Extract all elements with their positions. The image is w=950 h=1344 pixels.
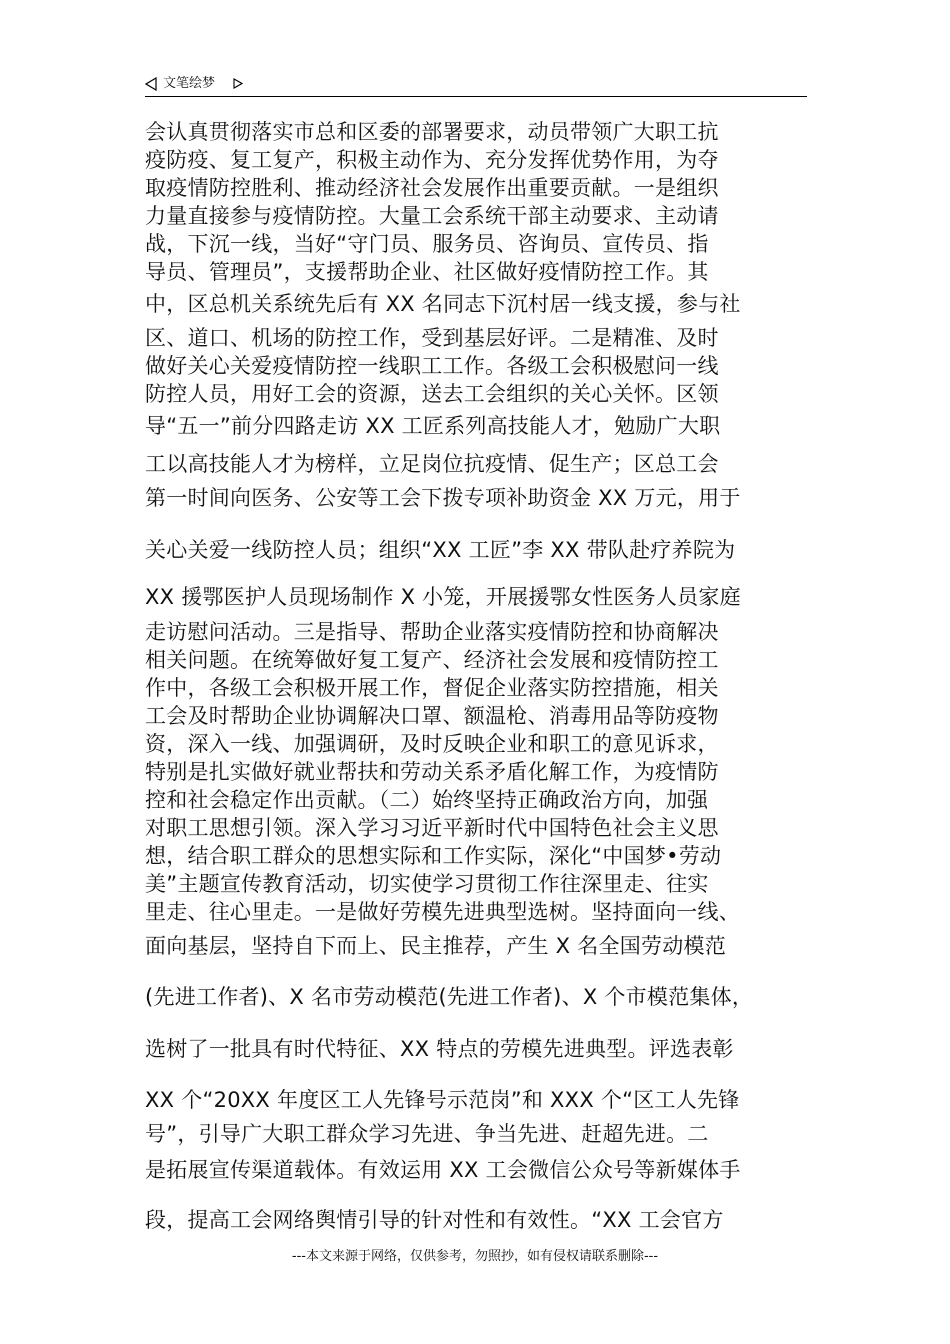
text-line: 是拓展宣传渠道载体。有效运用 XX 工会微信公众号等新媒体手 — [145, 1158, 741, 1182]
text-line: 导“五一”前分四路走访 XX 工匠系列高技能人才，勉励广大职 — [145, 414, 721, 438]
text-line: 战，下沉一线，当好“守门员、服务员、咨询员、宣传员、指 — [145, 232, 709, 256]
text-line: 工以高技能人才为榜样，立足岗位抗疫情、促生产；区总工会 — [145, 452, 719, 476]
text-line: 防控人员，用好工会的资源，送去工会组织的关心关怀。区领 — [145, 382, 719, 406]
text-line: 控和社会稳定作出贡献。（二）始终坚持正确政治方向，加强 — [145, 788, 709, 812]
text-line: 特别是扎实做好就业帮扶和劳动关系矛盾化解工作，为疫情防 — [145, 760, 719, 784]
text-line: 取疫情防控胜利、推动经济社会发展作出重要贡献。一是组织 — [145, 176, 719, 200]
text-line: 美”主题宣传教育活动，切实使学习贯彻工作往深里走、往实 — [145, 872, 709, 896]
footer-notice: ---本文来源于网络，仅供参考，勿照抄，如有侵权请联系删除--- — [291, 1249, 659, 1264]
page-header — [145, 72, 807, 97]
text-line: 力量直接参与疫情防控。大量工会系统干部主动要求、主动请 — [145, 204, 719, 228]
text-line: XX 个“20XX 年度区工人先锋号示范岗”和 XXX 个“区工人先锋 — [145, 1088, 740, 1112]
text-line: 选树了一批具有时代特征、XX 特点的劳模先进典型。评选表彰 — [145, 1037, 734, 1061]
text-line: 面向基层，坚持自下而上、民主推荐，产生 X 名全国劳动模范 — [145, 934, 726, 958]
text-line: 资，深入一线、加强调研，及时反映企业和职工的意见诉求， — [145, 732, 719, 756]
text-line: 工会及时帮助企业协调解决口罩、额温枪、消毒用品等防疫物 — [145, 704, 719, 728]
text-line: 导员、管理员”，支援帮助企业、社区做好疫情防控工作。其 — [145, 260, 709, 284]
text-line: 对职工思想引领。深入学习习近平新时代中国特色社会主义思 — [145, 816, 719, 840]
text-line: 走访慰问活动。三是指导、帮助企业落实疫情防控和协商解决 — [145, 620, 719, 644]
text-line: 会认真贯彻落实市总和区委的部署要求，动员带领广大职工抗 — [145, 120, 719, 144]
text-line: 做好关心关爱疫情防控一线职工工作。各级工会积极慰问一线 — [145, 354, 719, 378]
text-line: 里走、往心里走。一是做好劳模先进典型选树。坚持面向一线、 — [145, 900, 740, 924]
text-line: 号”，引导广大职工群众学习先进、争当先进、赶超先进。二 — [145, 1122, 709, 1146]
text-line: 中，区总机关系统先后有 XX 名同志下沉村居一线支援，参与社 — [145, 292, 741, 316]
text-line: (先进工作者)、X 名市劳动模范(先进工作者)、X 个市模范集体， — [145, 985, 754, 1009]
text-line: 作中，各级工会积极开展工作，督促企业落实防控措施，相关 — [145, 676, 719, 700]
triangle-right-icon — [233, 78, 243, 89]
text-line: 区、道口、机场的防控工作，受到基层好评。二是精准、及时 — [145, 326, 719, 350]
text-line: 关心关爱一线防控人员；组织“XX 工匠”李 XX 带队赴疗养院为 — [145, 538, 736, 562]
text-line: XX 援鄂医护人员现场制作 X 小笼，开展援鄂女性医务人员家庭 — [145, 585, 741, 609]
text-line: 第一时间向医务、公安等工会下拨专项补助资金 XX 万元，用于 — [145, 486, 741, 510]
text-line: 想，结合职工群众的思想实际和工作实际，深化“中国梦•劳动 — [145, 844, 722, 868]
header-brand: 文笔绘梦 — [163, 76, 216, 91]
text-line: 相关问题。在统筹做好复工复产、经济社会发展和疫情防控工 — [145, 648, 719, 672]
text-line: 段，提高工会网络舆情引导的针对性和有效性。“XX 工会官方 — [145, 1208, 724, 1232]
text-line: 疫防疫、复工复产，积极主动作为、充分发挥优势作用，为夺 — [145, 148, 719, 172]
triangle-left-icon — [145, 77, 157, 91]
